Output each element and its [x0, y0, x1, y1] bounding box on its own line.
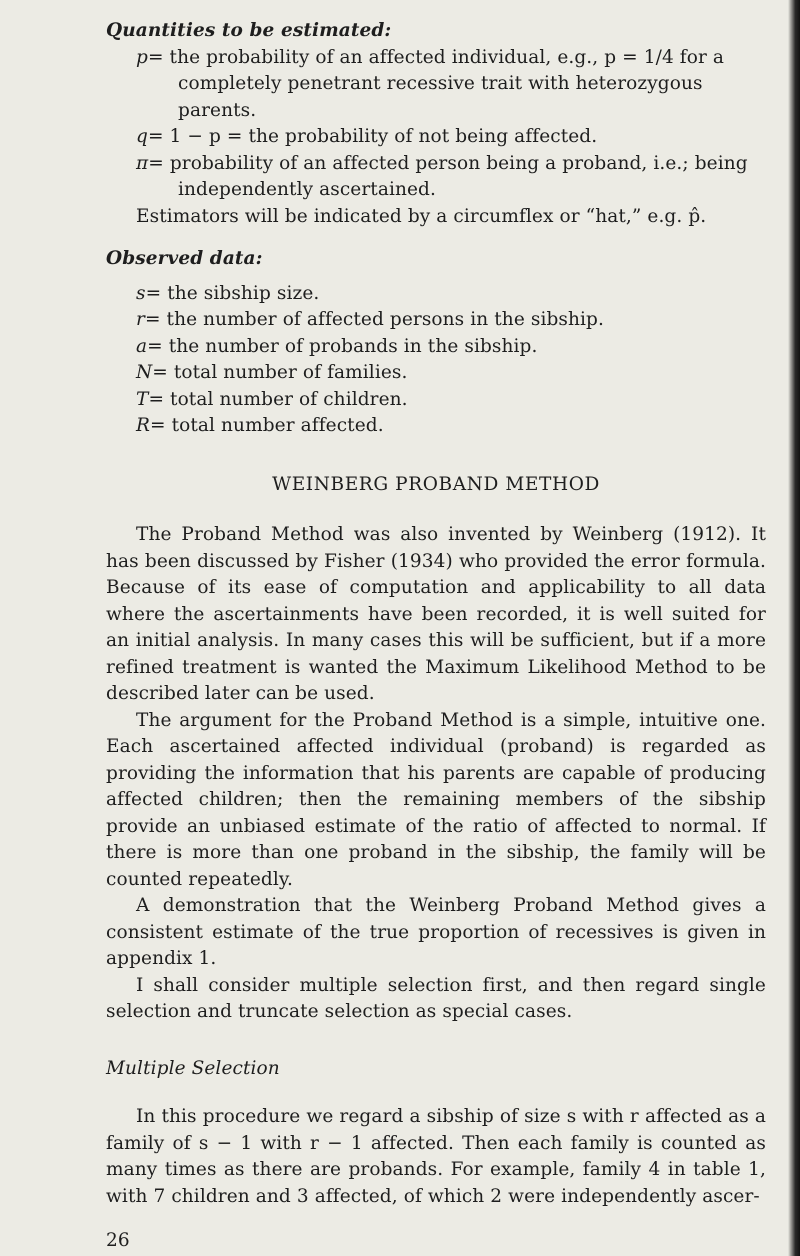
paragraph: In this procedure we regard a sibship of size s with r affected as a family of s − 1 with r − 1 affected. Then each family is counted as many times as there are probands. For example, family 4 in table 1, with 7 children and 3 affected, of which 2 were independently ascer- [106, 1106, 766, 1207]
definition-pi [106, 151, 766, 204]
quantities-heading: Quantities to be estimated: [106, 20, 392, 41]
definition-s [106, 281, 766, 308]
estimators-note: Estimators will be indicated by a circumflex or “hat,” e.g. p̂. [136, 205, 707, 227]
paragraph: The Proband Method was also invented by Weinberg (1912). It has been discussed by Fisher (1934) who provided the error formula. Because of its ease of computation and applicability to all data where the ascertainments have been recorded, it is well suited for an initial analysis. In many cases this will be sufficient, but if a more refined treatment is wanted the Maximum Likelihood Method to be described later can be used. [106, 524, 766, 704]
symbol: N [136, 362, 153, 383]
symbol: p [136, 46, 148, 68]
definition-a [106, 334, 766, 361]
definition-text: = 1 − p = the probability of not being affected. [147, 126, 598, 147]
symbol: q [136, 126, 148, 147]
definition-text: = probability of an affected person being a proband, i.e.; being independently ascertained. [148, 152, 748, 200]
definition-text: = the probability of an affected individual, e.g., p = 1/4 for a completely penetrant recessive trait with heterozygous parents. [147, 46, 725, 121]
page-edge-shadow [788, 0, 800, 1256]
observed-heading: Observed data: [106, 248, 263, 269]
definition-p [106, 45, 766, 125]
symbol: R [136, 415, 151, 436]
page-number: 26 [106, 1230, 130, 1251]
symbol: a [136, 335, 148, 357]
paragraph: A demonstration that the Weinberg Proband Method gives a consistent estimate of the true proportion of recessives is given in appendix 1. [106, 895, 766, 969]
definition-text: = total number affected. [150, 415, 384, 436]
paragraph: I shall consider multiple selection first, and then regard single selection and truncate selection as special cases. [106, 974, 766, 1022]
definition-text: = total number of children. [148, 388, 408, 410]
definition-N [106, 360, 766, 387]
section-title: WEINBERG PROBAND METHOD [272, 473, 600, 495]
definition-text: = the number of probands in the sibship. [147, 335, 538, 357]
paragraph: The argument for the Proband Method is a simple, intuitive one. Each ascertained affected individual (proband) is regarded as providing the information that his parents are capable of producing affected children; then the remaining members of the sibship provide an unbiased estimate of the ratio of affected to normal. If there is more than one proband in the sibship, the family will be counted repeatedly. [106, 709, 766, 890]
subsection-title: Multiple Selection [106, 1057, 280, 1079]
definition-q [106, 124, 766, 151]
definition-text: = total number of families. [152, 362, 408, 383]
page-content [106, 18, 766, 1255]
definition-text: = the number of affected persons in the sibship. [144, 309, 604, 330]
definition-T [106, 387, 766, 414]
definition-r [106, 307, 766, 334]
symbol: r [136, 309, 145, 330]
symbol: π [136, 152, 149, 174]
symbol: T [136, 388, 149, 410]
symbol: s [136, 282, 146, 304]
definition-text: = the sibship size. [145, 282, 320, 304]
definition-R [106, 413, 766, 440]
